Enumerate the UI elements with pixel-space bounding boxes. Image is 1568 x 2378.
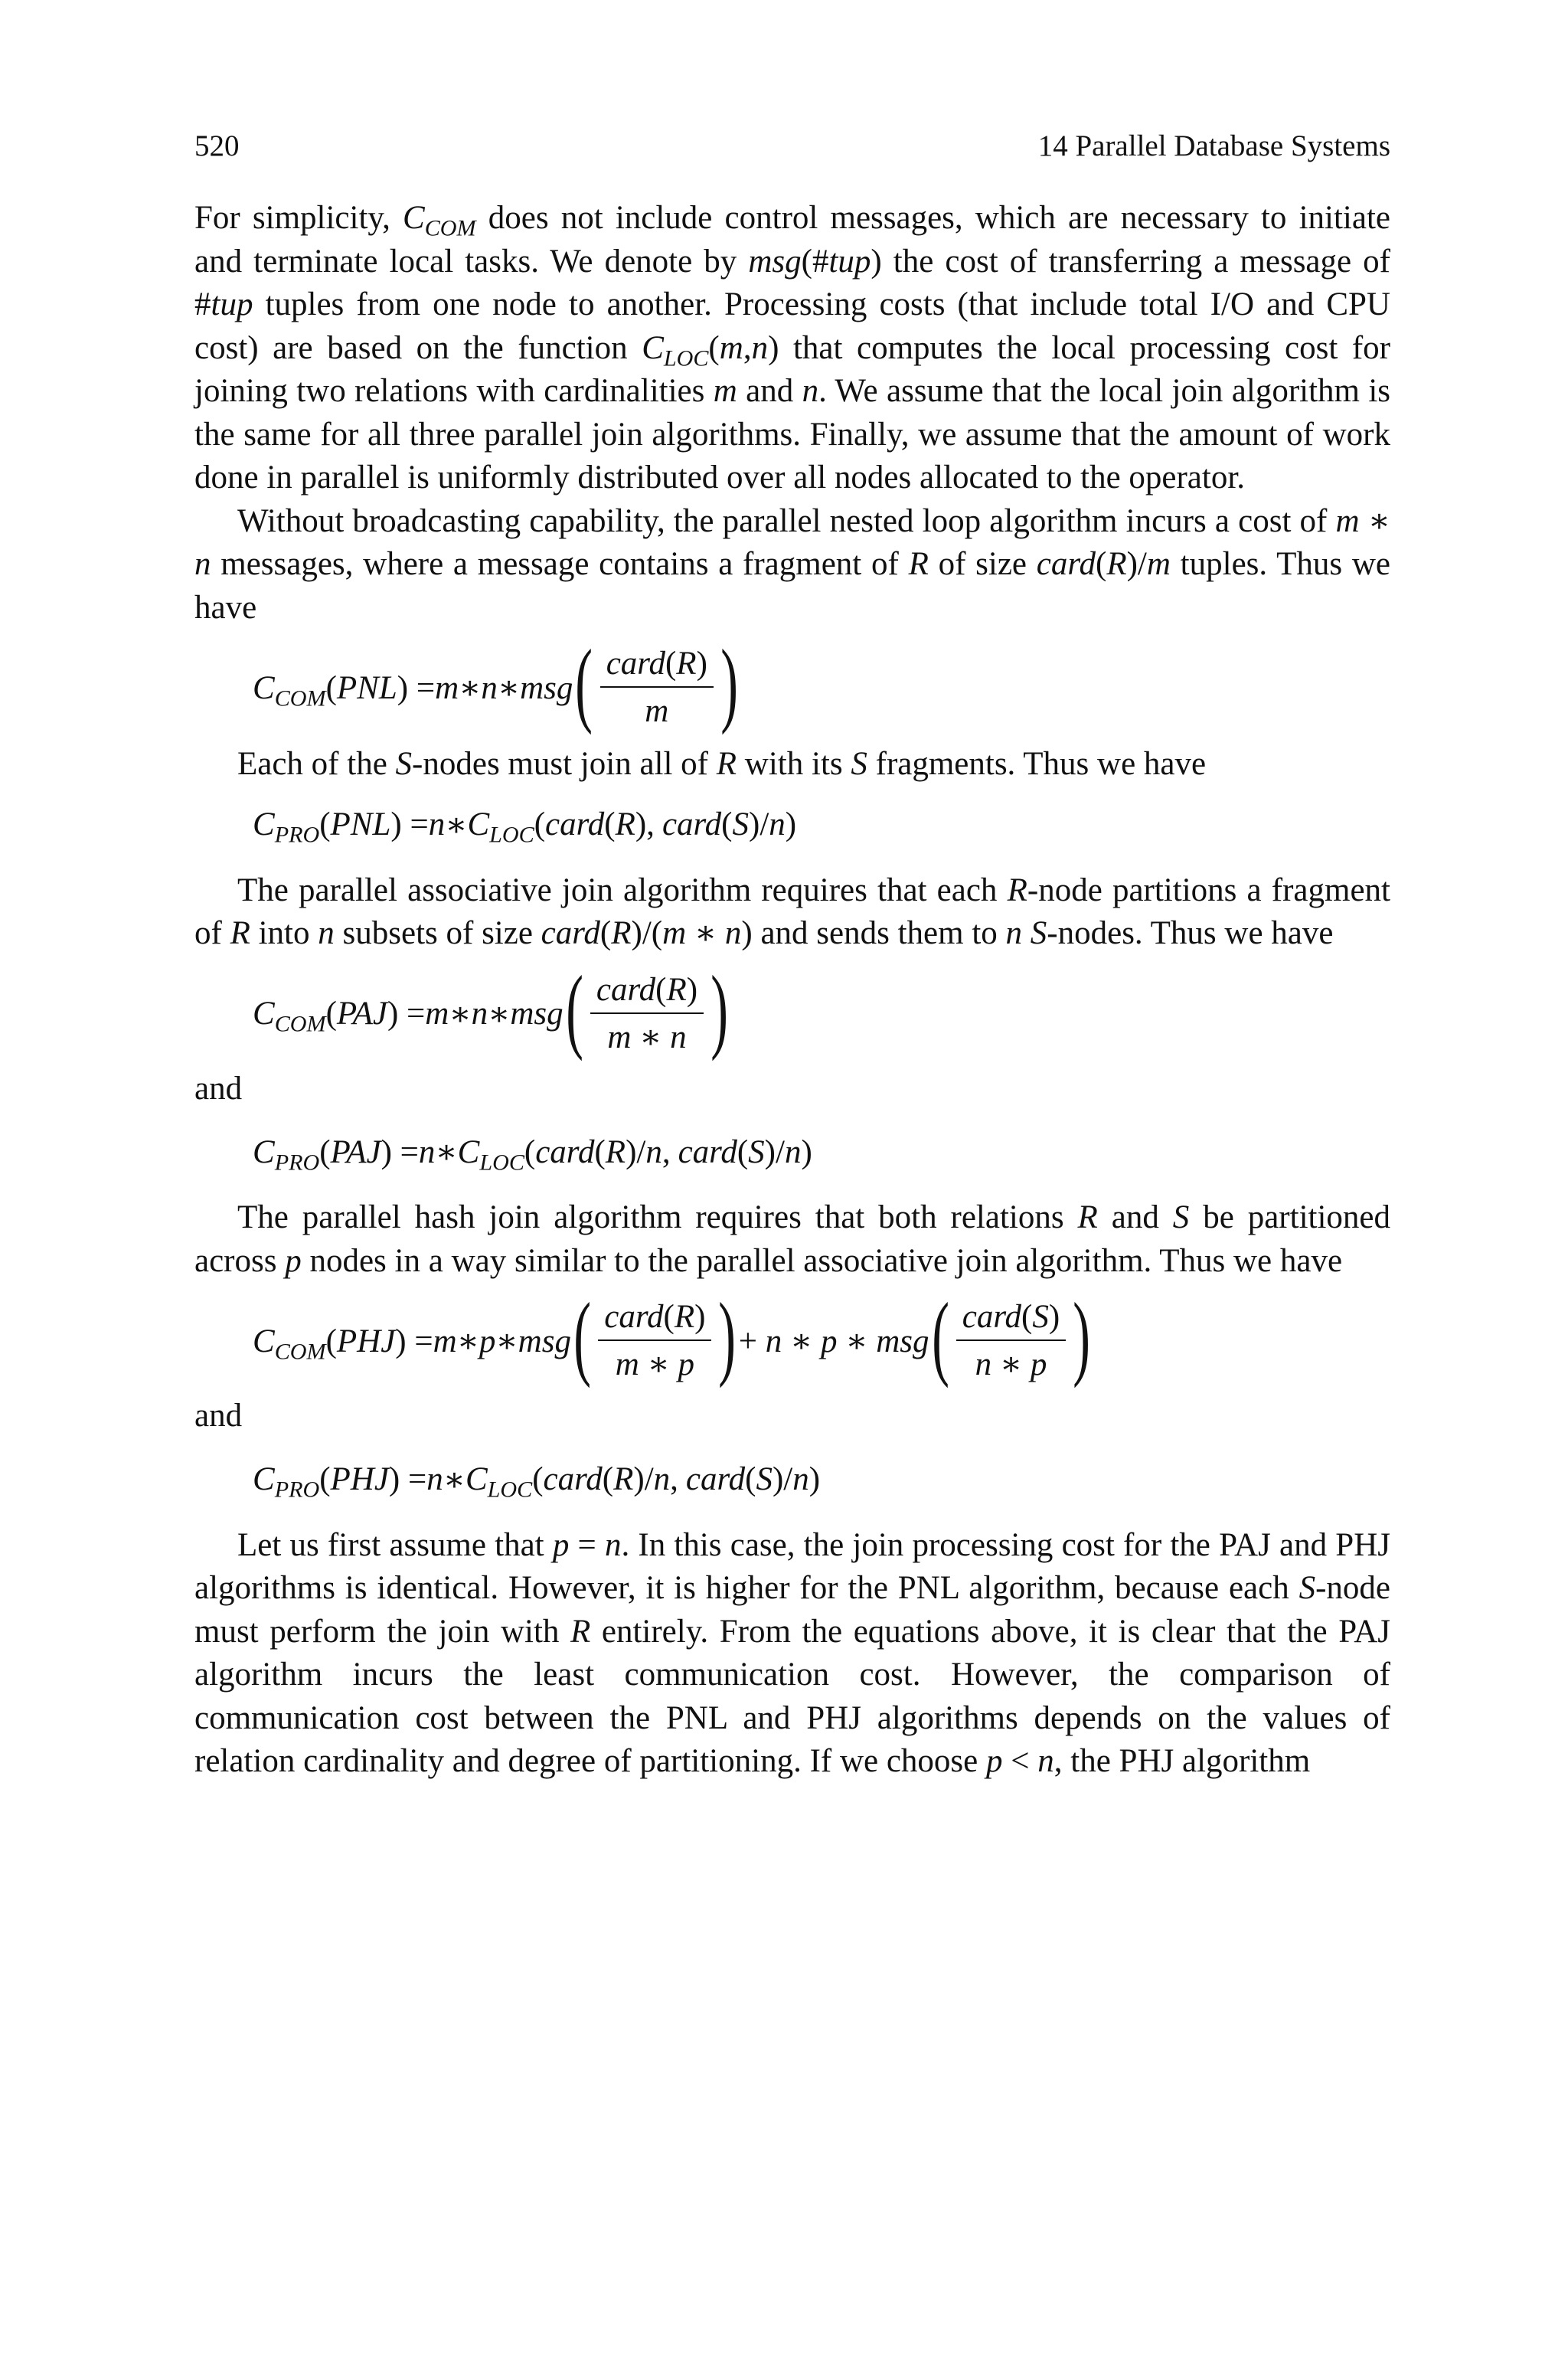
equation-cpro-paj: $C_{PRO}$ ( PAJ ) = n ∗ $C_{LOC}$ ( card ( R )/ n , card ( S )/ n ) bbox=[253, 1133, 812, 1176]
equation-cpro-pnl: $C_{PRO}$ ( PNL ) = n ∗ $C_{LOC}$ ( card ( R ), card ( S )/ n ) bbox=[253, 806, 797, 848]
and-1: and bbox=[194, 1070, 243, 1107]
equation-ccom-phj: $C_{COM}$ ( PHJ ) = m ∗ p ∗ msg ( $\frac{\text{card(R)}}{m ∗ p}$ ) + n ∗ p ∗ msg ( $\frac{\text{card(S)}}{n ∗ p}$ ) bbox=[253, 1284, 1091, 1389]
paragraph-4: The parallel associative join algorithm requires that each R-node partitions a fragment of R into n subsets of size card(R)/(m ∗ n) and sends them to n S-nodes. Thus we have bbox=[194, 872, 1391, 951]
paragraph-5: The parallel hash join algorithm requires that both relations R and S be partitioned across p nodes in a way similar to the parallel associative join algorithm. Thus we have bbox=[194, 1199, 1390, 1279]
paragraph-3: Each of the S-nodes must join all of R with its S fragments. Thus we have bbox=[237, 746, 1207, 782]
page-number: 520 bbox=[194, 129, 240, 162]
paragraph-6: Let us first assume that p = n. In this case, the join processing cost for the PAJ and PHJ algorithms is identical. However, it is higher for the PNL algorithm, because each S-node must perform the join with R entirely. From the equations above, it is clear that the PAJ algorithm incurs the least communication cost. However, the comparison of communication cost between the PNL and PHJ algorithms depends on the values of relation cardinality and degree of partitioning. If we choose p < n, the PHJ algorithm bbox=[194, 1526, 1390, 1779]
equation-ccom-pnl: $C_{COM}$ ( PNL ) = m ∗ n ∗ msg ( $\frac{\text{card(R)}}{m}$ ) bbox=[253, 630, 738, 735]
running-title: 14 Parallel Database Systems bbox=[1037, 129, 1390, 162]
page-body bbox=[194, 197, 1390, 1784]
equation-cpro-phj: $C_{PRO}$ ( PHJ ) = n ∗ $C_{LOC}$ ( card ( R )/ n , card ( S )/ n ) bbox=[253, 1461, 821, 1503]
paragraph-2: Without broadcasting capability, the parallel nested loop algorithm incurs a cost of m ∗ n messages, where a message contains a fragment of R of size card(R)/m tuples. Thus we have bbox=[194, 502, 1390, 626]
running-header bbox=[194, 129, 1390, 164]
equation-ccom-paj: $C_{COM}$ ( PAJ ) = m ∗ n ∗ msg ( $\frac{\text{card(R)}}{m ∗ n}$ ) bbox=[253, 956, 729, 1061]
paragraph-1: For simplicity, $C_{COM}$ does not include control messages, which are necessary to initiate and terminate local tasks. We denote by msg(#tup) the cost of transferring a message of #tup tuples from one node to another. Processing costs (that include total I/O and CPU cost) are based on the function $C_{LOC}(m,n)$ that computes the local processing cost for joining two relations with cardinalities m and n. We assume that the local join algorithm is the same for all three parallel join algorithms. Finally, we assume that the amount of work done in parallel is uniformly distributed over all nodes allocated to the operator. bbox=[194, 200, 1391, 496]
and-2: and bbox=[194, 1398, 243, 1434]
